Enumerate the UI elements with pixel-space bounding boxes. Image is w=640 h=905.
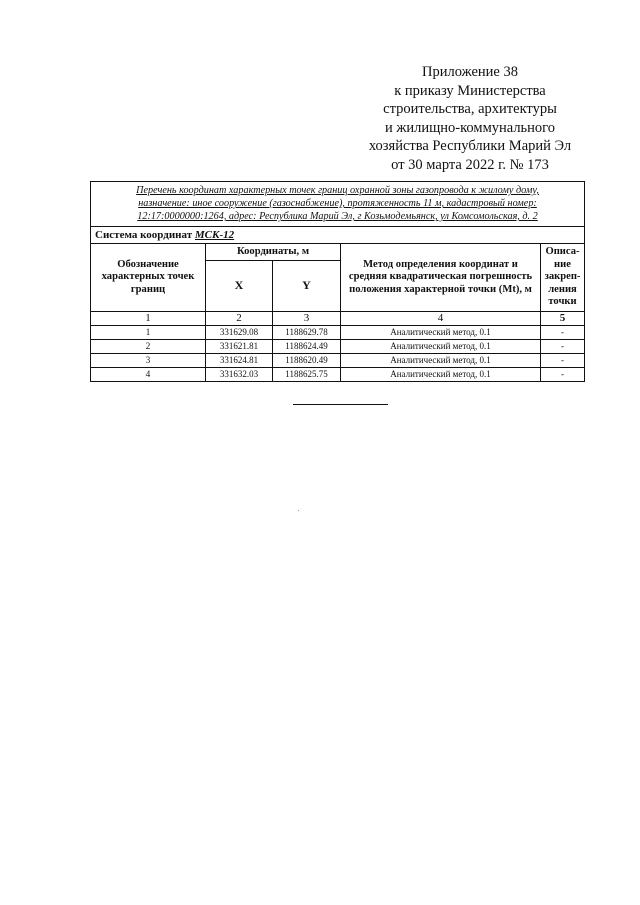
table-header-row — [91, 244, 585, 261]
coordinates-table — [90, 181, 585, 382]
header-description: Описа-ние закреп-ления точки — [541, 244, 585, 312]
cell-description: - — [541, 325, 585, 339]
cell-description: - — [541, 353, 585, 367]
cell-point: 4 — [91, 367, 206, 381]
header-coordinates: Координаты, м — [206, 244, 341, 261]
column-number: 2 — [206, 311, 273, 325]
table-row — [91, 367, 585, 381]
coordinate-system — [91, 227, 585, 244]
cell-y: 1188625.75 — [273, 367, 341, 381]
table-caption-row — [91, 182, 585, 227]
header-line: строительства, архитектуры — [383, 101, 557, 118]
caption-line: Перечень координат характерных точек границ охранной зоны газопровода к жилому дому, — [136, 185, 539, 196]
header-line: к приказу Министерства — [394, 82, 546, 99]
header-point: Обозначение характерных точек границ — [91, 244, 206, 312]
header-line: и жилищно-коммунального — [384, 119, 556, 136]
caption-line: 12:17:0000000:1264, адрес: Республика Марий Эл, г Козьмодемьянск, ул Комсомольская, д. 2 — [137, 211, 538, 222]
coordinate-system-row — [91, 227, 585, 244]
cell-x: 331629.08 — [206, 325, 273, 339]
cell-method: Аналитический метод, 0.1 — [341, 367, 541, 381]
header-y: Y — [273, 260, 341, 311]
cell-method: Аналитический метод, 0.1 — [341, 339, 541, 353]
scan-speck — [298, 510, 299, 511]
header-line: Приложение 38 — [422, 64, 518, 80]
coordinate-system-value: МСК-12 — [194, 229, 235, 241]
table-row — [91, 353, 585, 367]
header-line: хозяйства Республики Марий Эл — [368, 138, 572, 155]
table-row — [91, 339, 585, 353]
header-line: от 30 марта 2022 г. № 173 — [391, 156, 549, 173]
coordinate-system-label: Система координат — [95, 229, 193, 241]
caption-line: назначение: иное сооружение (газоснабжение), протяженность 11 м, кадастровый номер: — [138, 198, 537, 209]
cell-x: 331632.03 — [206, 367, 273, 381]
column-number-row — [91, 311, 585, 325]
table-row — [91, 325, 585, 339]
header-method: Метод определения координат и средняя квадратическая погрешность положения характерной точки (Mt), м — [341, 244, 541, 312]
end-divider — [293, 404, 388, 405]
document-header — [330, 63, 610, 175]
cell-point: 3 — [91, 353, 206, 367]
cell-point: 2 — [91, 339, 206, 353]
cell-x: 331621.81 — [206, 339, 273, 353]
cell-y: 1188620.49 — [273, 353, 341, 367]
cell-y: 1188629.78 — [273, 325, 341, 339]
column-number: 3 — [273, 311, 341, 325]
cell-description: - — [541, 339, 585, 353]
column-number: 1 — [91, 311, 206, 325]
table-caption — [91, 182, 585, 227]
column-number: 5 — [541, 311, 585, 325]
cell-method: Аналитический метод, 0.1 — [341, 325, 541, 339]
cell-point: 1 — [91, 325, 206, 339]
header-x: X — [206, 260, 273, 311]
cell-method: Аналитический метод, 0.1 — [341, 353, 541, 367]
cell-description: - — [541, 367, 585, 381]
cell-x: 331624.81 — [206, 353, 273, 367]
column-number: 4 — [341, 311, 541, 325]
cell-y: 1188624.49 — [273, 339, 341, 353]
